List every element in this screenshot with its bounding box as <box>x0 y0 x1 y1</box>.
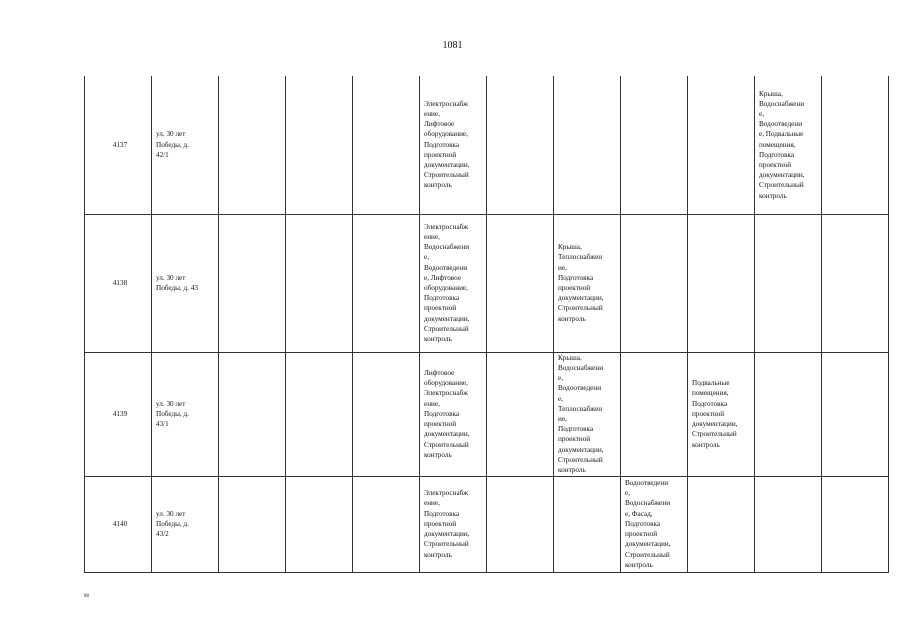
cell-address: ул. 30 лет Победы, д. 43 <box>152 214 219 352</box>
cell-works: Электроснабж ение, Водоснабжени е, Водоотведени е, Лифтовое оборудование, Подготовка проектной документации, Строительный контроль <box>420 214 487 352</box>
cell-address: ул. 30 лет Победы, д. 43/1 <box>152 352 219 476</box>
cell-empty <box>822 76 889 214</box>
cell-works: Лифтовое оборудование, Электроснабж ение, Подготовка проектной документации, Строительный контроль <box>420 352 487 476</box>
cell-works <box>688 476 755 572</box>
cell-works <box>755 214 822 352</box>
table-row <box>85 76 889 214</box>
cell-works <box>688 214 755 352</box>
cell-works: Водоотведени е, Водоснабжени е, Фасад, Подготовка проектной документации, Строительный контроль <box>621 476 688 572</box>
cell-works <box>688 76 755 214</box>
cell-empty <box>353 214 420 352</box>
cell-empty <box>286 352 353 476</box>
cell-works <box>755 476 822 572</box>
cell-address: ул. 30 лет Победы, д. 42/1 <box>152 76 219 214</box>
work-schedule-table <box>84 76 889 573</box>
cell-empty <box>219 352 286 476</box>
cell-empty <box>822 476 889 572</box>
footer-mark: 88 <box>84 594 89 599</box>
cell-works <box>755 352 822 476</box>
cell-works: Крыша, Теплоснабжен ие, Подготовка проектной документации, Строительный контроль <box>554 214 621 352</box>
cell-works: Электроснабж ение, Лифтовое оборудование, Подготовка проектной документации, Строительный контроль <box>420 76 487 214</box>
table-row <box>85 214 889 352</box>
cell-empty <box>286 476 353 572</box>
table-row <box>85 476 889 572</box>
cell-empty <box>487 214 554 352</box>
cell-empty <box>353 476 420 572</box>
cell-number: 4140 <box>85 476 152 572</box>
cell-works <box>554 76 621 214</box>
cell-empty <box>822 352 889 476</box>
cell-empty <box>219 476 286 572</box>
cell-works <box>621 352 688 476</box>
cell-number: 4137 <box>85 76 152 214</box>
cell-empty <box>487 352 554 476</box>
cell-empty <box>487 76 554 214</box>
cell-number: 4138 <box>85 214 152 352</box>
cell-works: Подвальные помещения, Подготовка проектной документации, Строительный контроль <box>688 352 755 476</box>
cell-empty <box>822 214 889 352</box>
cell-empty <box>353 352 420 476</box>
cell-works <box>621 214 688 352</box>
cell-empty <box>487 476 554 572</box>
cell-works: Электроснабж ение, Подготовка проектной документации, Строительный контроль <box>420 476 487 572</box>
cell-empty <box>353 76 420 214</box>
cell-empty <box>286 214 353 352</box>
page-number: 1081 <box>442 40 463 51</box>
cell-empty <box>219 76 286 214</box>
cell-works <box>621 76 688 214</box>
cell-empty <box>286 76 353 214</box>
cell-address: ул. 30 лет Победы, д. 43/2 <box>152 476 219 572</box>
cell-works <box>554 476 621 572</box>
cell-works: Крыша, Водоснабжени е, Водоотведени е, Подвальные помещения, Подготовка проектной документации, Строительный контроль <box>755 76 822 214</box>
cell-number: 4139 <box>85 352 152 476</box>
table-row <box>85 352 889 476</box>
cell-works: Крыша, Водоснабжени е, Водоотведени е, Теплоснабжен ие, Подготовка проектной документации, Строительный контроль <box>554 352 621 476</box>
cell-empty <box>219 214 286 352</box>
